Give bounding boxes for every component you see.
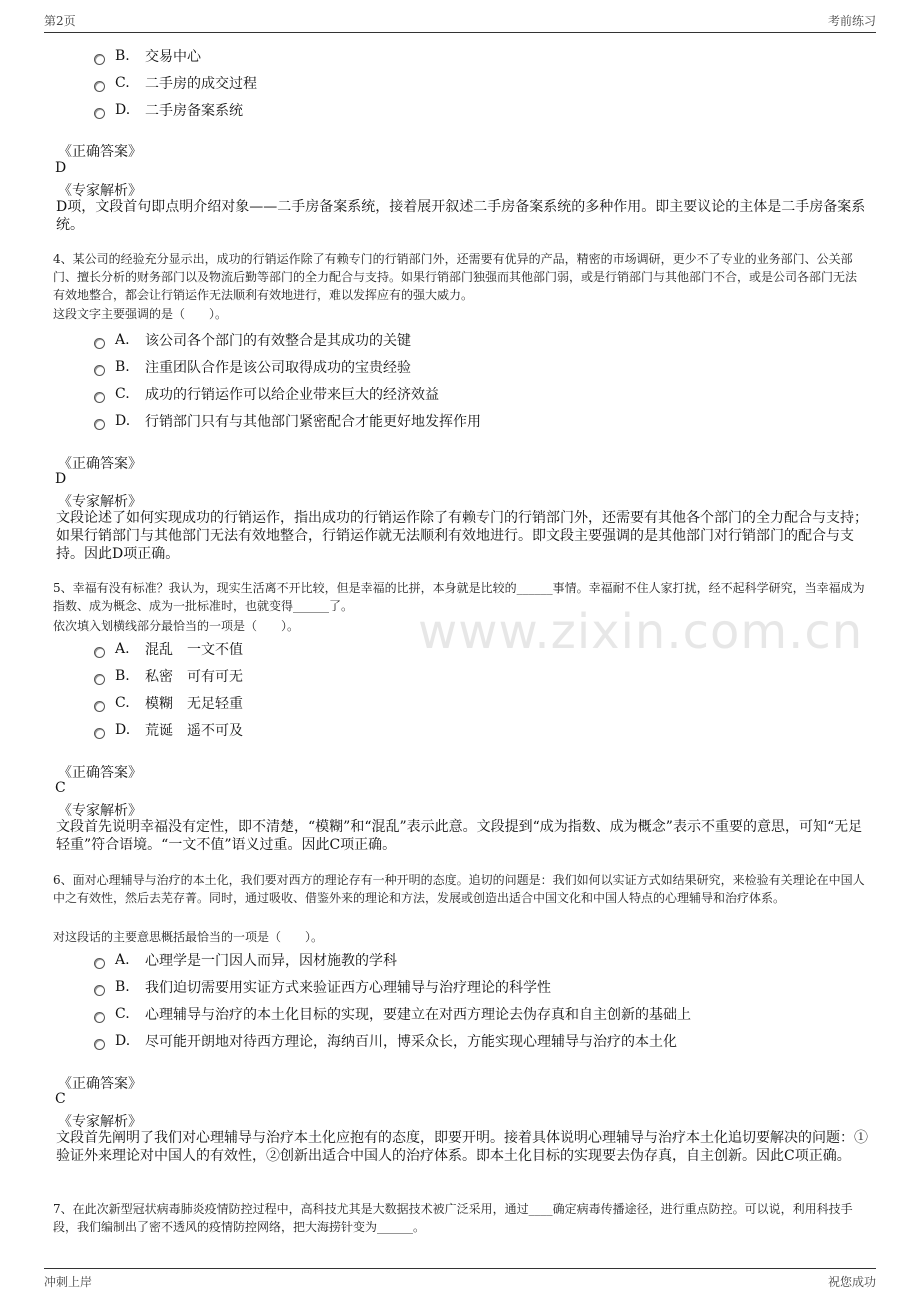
q6-answer: C	[55, 1091, 66, 1107]
radio-icon[interactable]	[94, 81, 105, 92]
radio-icon[interactable]	[94, 1039, 105, 1050]
header-title: 考前练习	[827, 14, 876, 28]
option-letter: A.	[115, 332, 130, 348]
option-text: 心理学是一门因人而异，因材施教的学科	[145, 953, 397, 969]
option-text: 注重团队合作是该公司取得成功的宝贵经验	[145, 360, 411, 376]
q3-answer: D	[55, 160, 67, 176]
q3-analysis: D项，文段首句即点明介绍对象——二手房备案系统，接着展开叙述二手房备案系统的多种作用。即主要议论的主体是二手房备案系统。	[56, 199, 866, 233]
radio-icon[interactable]	[94, 54, 105, 65]
radio-icon[interactable]	[94, 108, 105, 119]
option-text: 心理辅导与治疗的本土化目标的实现，要建立在对西方理论去伪存真和自主创新的基础上	[145, 1007, 691, 1023]
analysis-label: 《专家解析》	[58, 494, 142, 510]
q5-stem: 5、幸福有没有标准？我认为，现实生活离不开比较，但是幸福的比拼，本身就是比较的______事情。幸福耐不住人家打扰，经不起科学研究，当幸福成为指数、成为概念、成为一批标准时，也就变得______了。	[53, 581, 865, 613]
option-letter: B.	[115, 979, 130, 995]
q5-option-a[interactable]	[94, 639, 243, 659]
analysis-label: 《专家解析》	[58, 183, 142, 199]
q4-option-d[interactable]	[94, 411, 481, 431]
option-letter: C.	[115, 75, 130, 91]
option-letter: D.	[115, 102, 131, 118]
radio-icon[interactable]	[94, 701, 105, 712]
option-text: 私密 可有可无	[145, 669, 243, 685]
option-letter: A.	[115, 641, 130, 657]
analysis-label: 《专家解析》	[58, 1114, 142, 1130]
q5-answer: C	[55, 780, 66, 796]
page-header	[44, 12, 876, 33]
option-letter: B.	[115, 668, 130, 684]
q6-stem: 6、面对心理辅导与治疗的本土化，我们要对西方的理论存有一种开明的态度。追切的问题是：我们如何以实证方式如结果研究，来检验有关理论在中国人中之有效性，然后去芜存菁。同时，通过吸收、借鉴外来的理论和方法，发展或创造出适合中国文化和中国人特点的心理辅导和治疗体系。	[53, 873, 865, 905]
q3-option-b[interactable]	[94, 46, 201, 66]
option-letter: C.	[115, 1006, 130, 1022]
option-letter: D.	[115, 413, 131, 429]
footer-left: 冲刺上岸	[44, 1275, 93, 1289]
page-number: 第2页	[44, 14, 76, 28]
radio-icon[interactable]	[94, 338, 105, 349]
option-text: 荒诞 遥不可及	[145, 723, 243, 739]
option-text: 尽可能开朗地对待西方理论，海纳百川，博采众长，方能实现心理辅导与治疗的本土化	[145, 1034, 677, 1050]
option-text: 二手房备案系统	[145, 103, 243, 119]
option-letter: B.	[115, 48, 130, 64]
q4-option-c[interactable]	[94, 384, 439, 404]
q6-prompt: 对这段话的主要意思概括最恰当的一项是（ ）。	[53, 930, 324, 944]
q7-stem: 7、在此次新型冠状病毒肺炎疫情防控过程中，高科技尤其是大数据技术被广泛采用，通过____确定病毒传播途径，进行重点防控。可以说，利用科技手段，我们编制出了密不透风的疫情防控网络，把大海捞针变为______。	[53, 1202, 853, 1234]
option-text: 该公司各个部门的有效整合是其成功的关键	[145, 333, 411, 349]
option-text: 行销部门只有与其他部门紧密配合才能更好地发挥作用	[145, 414, 481, 430]
q4-prompt: 这段文字主要强调的是（ ）。	[53, 307, 228, 321]
radio-icon[interactable]	[94, 647, 105, 658]
answer-label: 《正确答案》	[58, 765, 142, 781]
answer-label: 《正确答案》	[58, 456, 142, 472]
radio-icon[interactable]	[94, 985, 105, 996]
page-footer	[44, 1268, 876, 1290]
q5-option-d[interactable]	[94, 720, 243, 740]
q3-option-c[interactable]	[94, 73, 257, 93]
option-text: 交易中心	[145, 49, 201, 65]
q4-option-b[interactable]	[94, 357, 411, 377]
q5-option-b[interactable]	[94, 666, 243, 686]
answer-label: 《正确答案》	[58, 144, 142, 160]
radio-icon[interactable]	[94, 392, 105, 403]
watermark: www.zixin.com.cn	[418, 604, 864, 660]
radio-icon[interactable]	[94, 728, 105, 739]
q5-prompt: 依次填入划横线部分最恰当的一项是（ ）。	[53, 619, 300, 633]
q4-answer: D	[55, 471, 67, 487]
q6-option-d[interactable]	[94, 1031, 677, 1051]
q5-option-c[interactable]	[94, 693, 243, 713]
footer-right: 祝您成功	[827, 1275, 876, 1289]
radio-icon[interactable]	[94, 419, 105, 430]
radio-icon[interactable]	[94, 958, 105, 969]
option-letter: A.	[115, 952, 130, 968]
option-text: 混乱 一文不值	[145, 642, 243, 658]
q6-option-b[interactable]	[94, 977, 551, 997]
q6-option-c[interactable]	[94, 1004, 691, 1024]
q4-analysis: 文段论述了如何实现成功的行销运作，指出成功的行销运作除了有赖专门的行销部门外，还需要有其他各个部门的全力配合与支持；如果行销部门与其他部门无法有效地整合，行销运作就无法顺利有效地进行。即文段主要强调的是其他部门对行销部门的配合与支持。因此D项正确。	[56, 510, 868, 562]
q6-option-a[interactable]	[94, 950, 397, 970]
option-text: 二手房的成交过程	[145, 76, 257, 92]
q6-analysis: 文段首先阐明了我们对心理辅导与治疗本土化应抱有的态度，即要开明。接着具体说明心理辅导与治疗本土化追切要解决的问题：①验证外来理论对中国人的有效性，②创新出适合中国人的治疗体系。即本土化目标的实现要去伪存真，自主创新。因此C项正确。	[56, 1130, 868, 1164]
radio-icon[interactable]	[94, 1012, 105, 1023]
option-letter: D.	[115, 722, 131, 738]
option-letter: C.	[115, 386, 130, 402]
option-letter: B.	[115, 359, 130, 375]
option-text: 模糊 无足轻重	[145, 696, 243, 712]
radio-icon[interactable]	[94, 674, 105, 685]
option-letter: C.	[115, 695, 130, 711]
answer-label: 《正确答案》	[58, 1076, 142, 1092]
q5-analysis: 文段首先说明幸福没有定性，即不清楚，“模糊”和“混乱”表示此意。文段提到“成为指数、成为概念”表示不重要的意思，可知“无足轻重”符合语境。“一文不值”语义过重。因此C项正确。	[56, 819, 863, 853]
option-text: 成功的行销运作可以给企业带来巨大的经济效益	[145, 387, 439, 403]
option-text: 我们迫切需要用实证方式来验证西方心理辅导与治疗理论的科学性	[145, 980, 551, 996]
analysis-label: 《专家解析》	[58, 803, 142, 819]
q4-option-a[interactable]	[94, 330, 411, 350]
q4-stem: 4、某公司的经验充分显示出，成功的行销运作除了有赖专门的行销部门外，还需要有优异的产品，精密的市场调研，更少不了专业的业务部门、公关部门、擅长分析的财务部门以及物流后勤等部门的全力配合与支持。如果行销部门独强而其他部门弱，或是行销部门与其他部门不合，或是公司各部门无法有效地整合，都会让行销运作无法顺利有效地进行，难以发挥应有的强大威力。	[53, 252, 858, 302]
q3-option-d[interactable]	[94, 100, 243, 120]
option-letter: D.	[115, 1033, 131, 1049]
radio-icon[interactable]	[94, 365, 105, 376]
